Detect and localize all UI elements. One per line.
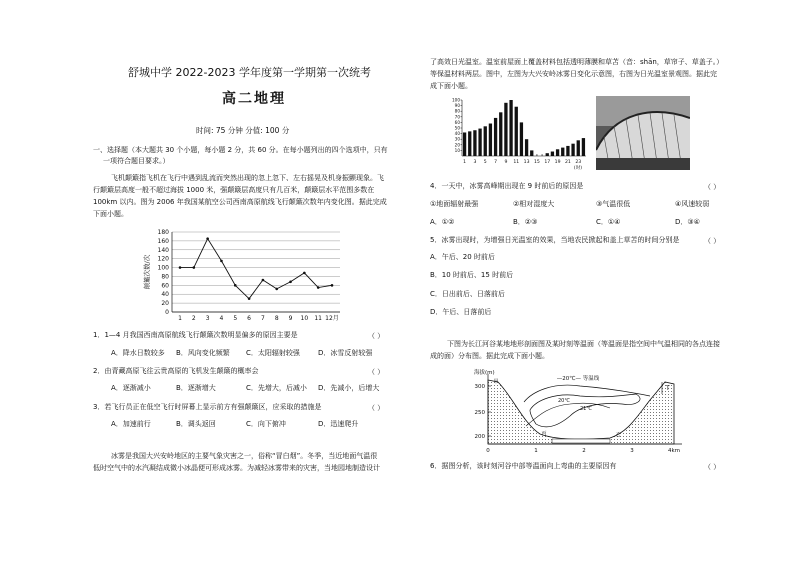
y-tick-label: 120 xyxy=(157,255,169,263)
x-tick-label: 8 xyxy=(274,315,279,322)
valley-isotherm-diagram xyxy=(460,366,700,456)
option: A．①② xyxy=(430,218,455,226)
y-tick-label: 100 xyxy=(452,97,460,103)
y-tick-label: 250 xyxy=(474,410,485,416)
choice: ①地面辐射最强 xyxy=(430,200,479,208)
x-tick-label: 4 xyxy=(219,315,224,322)
option: B．10 时前后、15 时前后 xyxy=(430,271,514,279)
passage1-line: 下面小题。 xyxy=(93,210,128,218)
option: A．降水日数较多 xyxy=(111,349,165,357)
option: C．日出前后、日落前后 xyxy=(430,290,505,298)
y-tick-label: 80 xyxy=(161,273,169,281)
bar xyxy=(530,150,533,156)
bar xyxy=(541,154,542,155)
passage1-line: 100km 以内。图为 2006 年我国某航空公司西南高原航线飞行颠簸次数年内变化图。据此完成 xyxy=(93,198,387,206)
time-score: 时间: 75 分钟 分值: 100 分 xyxy=(196,126,290,135)
option: C．①④ xyxy=(596,218,621,226)
y-tick-label: 100 xyxy=(157,264,169,272)
choice: ②相对湿度大 xyxy=(513,200,555,208)
bar xyxy=(582,138,585,156)
y-tick-label: 40 xyxy=(161,291,169,299)
option: C．向下俯冲 xyxy=(246,420,286,428)
turbulence-line-chart xyxy=(140,224,350,324)
marker-label: T xyxy=(666,385,670,392)
option: D．午后、日落前后 xyxy=(430,308,492,316)
question-stem: 6．据图分析，该时刻河谷中部等温面向上弯曲的主要原因有 xyxy=(430,462,617,470)
data-point xyxy=(206,237,209,240)
answer-paren: （ ） xyxy=(704,237,721,245)
x-tick-label: 15 xyxy=(533,160,540,165)
answer-paren: （ ） xyxy=(368,404,385,412)
y-tick-label: 0 xyxy=(165,309,169,316)
x-tick-label: 1 xyxy=(463,160,467,165)
x-tick-label: 10 xyxy=(300,315,309,322)
bar xyxy=(551,152,554,156)
x-axis-label: (时) xyxy=(573,166,583,170)
bar xyxy=(473,130,476,156)
y-axis-label: 海拔(m) xyxy=(474,370,495,376)
bar xyxy=(484,126,487,156)
subject-title: 高二地理 xyxy=(222,91,286,107)
x-tick-label: 19 xyxy=(554,160,561,165)
isotherm-label: 21℃ xyxy=(580,406,592,412)
x-tick-label: 3 xyxy=(205,315,210,322)
isotherm-label: 20℃ xyxy=(558,398,570,404)
bar xyxy=(571,144,574,156)
bar xyxy=(504,103,507,156)
option: B．②③ xyxy=(513,218,538,226)
data-point xyxy=(303,272,306,275)
option: D．先减小，后增大 xyxy=(318,384,380,392)
passage2-line: 低时空气中的水汽凝结成微小冰晶便可形成冰雾。为减轻冰雾带来的灾害，当地园地制造设计 xyxy=(93,464,380,472)
option: D．冰雪反射较强 xyxy=(318,349,373,357)
option: C．太阳辐射较强 xyxy=(246,349,300,357)
y-tick-label: 80 xyxy=(454,108,460,114)
option: C．先增大，后减小 xyxy=(246,384,307,392)
right-passage-line: 了高效日光温室。温室前屋面上覆盖材料包括透明薄膜和草苫（音：shān，草帘子、草盖子。） xyxy=(430,58,724,66)
question-stem: 1．1—4 月我国西南高原航线飞行颠簸次数明显偏多的原因主要是 xyxy=(93,331,298,339)
x-tick-label: 23 xyxy=(575,160,582,165)
bar xyxy=(509,100,512,156)
data-point xyxy=(193,266,196,269)
option: D．迅速爬升 xyxy=(318,420,359,428)
x-tick-label: 5 xyxy=(233,315,238,322)
x-tick-label: 9 xyxy=(288,315,293,322)
bar xyxy=(561,148,564,156)
point-label: 甲 xyxy=(493,379,499,385)
greenhouse-photo xyxy=(596,96,690,170)
y-tick-label: 60 xyxy=(161,282,169,290)
x-tick-label: 11 xyxy=(314,315,323,322)
data-point xyxy=(275,288,278,291)
data-point xyxy=(317,286,320,289)
data-point xyxy=(331,284,334,287)
choice: ③气温很低 xyxy=(596,200,631,208)
y-tick-label: 20 xyxy=(161,300,169,308)
passage3-line: 成的面）分布图。据此完成下面小题。 xyxy=(430,352,549,360)
x-tick-label: 6 xyxy=(247,315,252,322)
bar xyxy=(577,140,580,156)
passage3-line: 下图为长江河谷某地地形剖面图及某时刻等温面（等温面是指空间中气温相同的各点连接 xyxy=(447,340,720,348)
right-passage-line: 成下面小题。 xyxy=(430,82,472,90)
x-tick-label: 1 xyxy=(534,448,538,454)
x-tick-label: 0 xyxy=(486,448,490,454)
option: D．③④ xyxy=(675,218,700,226)
question-stem: 3．若飞行员正在低空飞行时屏幕上显示前方有强颠簸区，应采取的措施是 xyxy=(93,403,322,411)
x-tick-label: 4km xyxy=(667,448,681,454)
question-stem: 2．由青藏高原飞往云贵高原的飞机发生颠簸的概率会 xyxy=(93,367,259,375)
y-tick-label: 160 xyxy=(157,237,169,245)
x-tick-label: 12月 xyxy=(325,315,339,322)
y-tick-label: 20 xyxy=(454,142,460,148)
answer-paren: （ ） xyxy=(368,368,385,376)
option: A．午后、20 时前后 xyxy=(430,253,495,261)
y-tick-label: 300 xyxy=(474,384,485,390)
series-line xyxy=(180,239,332,299)
bar xyxy=(556,149,559,156)
passage1-line: 飞机颠簸指飞机在飞行中遇到乱流而突然出现的忽上忽下、左右摇晃及机身振颤现象。飞 xyxy=(111,174,384,182)
x-tick-label: 17 xyxy=(544,160,551,165)
x-tick-label: 3 xyxy=(473,160,477,165)
ice-fog-bar-chart xyxy=(448,96,590,170)
bar xyxy=(525,139,528,156)
y-tick-label: 40 xyxy=(454,131,460,137)
x-tick-label: 1 xyxy=(178,315,182,322)
x-tick-label: 21 xyxy=(564,160,571,165)
passage1-line: 行颠簸层高度一般不超过海拔 1000 米，强颠簸层高度只有几百米，颠簸层水平范围多数在 xyxy=(93,186,375,194)
x-tick-label: 2 xyxy=(191,315,196,322)
data-point xyxy=(289,280,292,283)
x-tick-label: 5 xyxy=(483,160,487,165)
point-label: 丙 xyxy=(541,431,547,437)
data-point xyxy=(220,260,223,263)
y-axis-label: 颠簸次数/次 xyxy=(143,254,151,290)
y-tick-label: 140 xyxy=(157,246,169,254)
bar xyxy=(478,129,481,156)
passage2-line: 冰雾是我国大兴安岭地区的主要气象灾害之一，俗称“冒白烟”。冬季，当近地面气温很 xyxy=(111,452,378,460)
x-tick-label: 9 xyxy=(504,160,508,165)
x-tick-label: 7 xyxy=(494,160,498,165)
point-label: 乙 xyxy=(615,432,621,438)
bar xyxy=(463,132,466,156)
x-tick-label: 2 xyxy=(582,448,586,454)
option: B．调头返回 xyxy=(176,420,216,428)
data-point xyxy=(262,279,265,282)
option: B．风向变化频繁 xyxy=(176,349,230,357)
bar xyxy=(499,112,502,156)
choice: ④风速较弱 xyxy=(675,200,710,208)
bar xyxy=(494,118,497,156)
bar xyxy=(546,153,549,156)
option: A．加速前行 xyxy=(111,420,151,428)
data-point xyxy=(248,297,251,300)
y-tick-label: 10 xyxy=(454,147,460,153)
section-instructions-line2: 一项符合题目要求。） xyxy=(103,157,170,165)
exam-title: 舒城中学 2022-2023 学年度第一学期第一次统考 xyxy=(128,66,371,79)
bar xyxy=(515,107,518,156)
y-tick-label: 90 xyxy=(454,103,460,109)
y-tick-label: 180 xyxy=(157,229,169,236)
legend-isotherm: —20℃— 等温线 xyxy=(556,376,600,382)
option: A．逐渐减小 xyxy=(111,384,151,392)
data-point xyxy=(179,266,182,269)
y-tick-label: 200 xyxy=(474,434,485,440)
x-tick-label: 3 xyxy=(630,448,634,454)
bar xyxy=(536,154,537,155)
right-passage-line: 等保温材料两层。图中，左图为大兴安岭冰雾日变化示意图，右图为日光温室景观图。据此完 xyxy=(430,70,717,78)
y-tick-label: 60 xyxy=(454,119,460,125)
x-tick-label: 11 xyxy=(513,160,520,165)
answer-paren: （ ） xyxy=(368,332,385,340)
option: B．逐渐增大 xyxy=(176,384,216,392)
data-point xyxy=(234,284,237,287)
bar xyxy=(468,131,471,156)
x-tick-label: 7 xyxy=(260,315,265,322)
y-tick-label: 30 xyxy=(454,136,460,142)
section-instructions-line1: 一、选择题（本大题共 30 个小题，每小题 2 分，共 60 分。在每小题列出的四个选项中，只有 xyxy=(93,146,388,154)
answer-paren: （ ） xyxy=(704,183,721,191)
y-tick-label: 50 xyxy=(454,125,460,131)
bar xyxy=(566,146,569,156)
answer-paren: （ ） xyxy=(704,463,721,471)
question-stem: 4．一天中，冰雾高峰期出现在 9 时前后的原因是 xyxy=(430,182,584,190)
x-tick-label: 13 xyxy=(523,160,530,165)
y-tick-label: 70 xyxy=(454,114,460,120)
question-stem: 5．冰雾出现时，为增强日光温室的效果，当地农民掀起和盖上草苫的时间分别是 xyxy=(430,236,680,244)
bar xyxy=(520,122,523,156)
bar xyxy=(489,124,492,156)
